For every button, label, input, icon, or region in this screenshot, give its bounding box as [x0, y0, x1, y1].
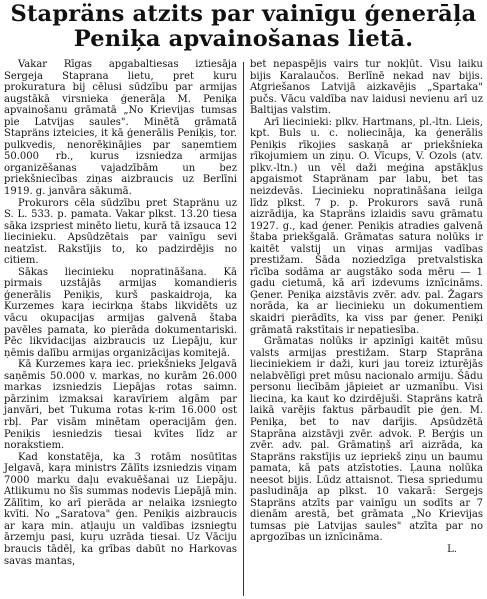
- article-headline: [0, 2, 487, 52]
- right-column: [250, 59, 483, 556]
- paragraph: Kad konstatēja, ka 3 rotām nosūtītas Jelgavā, kaŗa ministrs Zālīts izsniedzis viņam 7000 marku daļu evakuēšanai uz Liepāju. Atlikumu no šīs summas nodevis Liepājā min. Zālītim, ko arī pierāda ar nelaika izsniegto kvīti. No „Saratova" ģen. Peniķis aizbraucis ar kaŗa min. atļauju un valdības izsniegtu ārzemju pasi, kuŗu uzrāda tiesai. Uz Vāciju braucis tādēļ, ka grības dabūt no Harkovas savas mantas,: [4, 451, 237, 567]
- headline-line-2: Peniķa apvainošanas lietā.: [73, 26, 414, 52]
- column-divider: [243, 62, 244, 596]
- paragraph: Arī liecinieki: plkv. Hartmans, pl.-ltn. Lieis, kpt. Buls u. c. noliecināja, ka ģenerālis Peniķis rīkojies saskaņā ar priekšnieka rīkojumiem un ziņu. O. Vīcups, V. Ozols (atv. plkv.-ltn.) un vēl daži meģina apstākļus apgaismot Stapränam par labu, bet tas neizdevās. Liecinieku nopratināšana ieilga līdz plkst. 7 p. p. Prokurors savā runā aizrādija, ka Stapräns izlaidis savu grāmatu 1927. g., kad ģener. Peniķis atradies galvenā štaba priekšgalā. Grāmatas satura nolūks ir kaitēt valstij un viņas armijas vadības prestižam. Šāda noziedzīga pretvalstiska rīcība sodāma ar augstāko soda mēru — 1 gadu cietumā, kā arī izdevums iznīcināms. Ģener. Peniķa aizstāvis zvēr. adv. pal. Žagars norāda, ka ar liecinieku un dokumentiem skaidri pierādīts, ka viss par ģener. Peniķi grāmatā rakstītais ir nepatiesība.: [250, 116, 483, 336]
- paragraph: Sākas liecinieku nopratināšana. Kā pirmais uzstājās armijas komandieris ģenerālis Peniķis, kurš paskaidroja, ka Kurzemes kaŗa iecirkņa štabs likvidēts uz vācu okupacijas armijas galvenā štaba pavēles pamata, ko pierāda dokumentariski. Pēc likvidacijas aizbraucis uz Liepāju, kur ņēmis dalību armijas organizācijas komitejā.: [4, 266, 237, 359]
- paragraph: bet nepaspējis vairs tur nokļūt. Visu laiku bijis Karalaučos. Berlīnē nekad nav bijis. Atgriešanos Latvijā aizkavējis „Spartaka" pučs. Vācu valdība nav laidusi nevienu arī uz Baltijas valstim.: [250, 59, 483, 117]
- left-column: [4, 59, 237, 567]
- headline-line-1: Stapräns atzits par vainīgu ģenerāļa: [10, 1, 477, 27]
- paragraph: Grāmatas nolūks ir apzinīgi kaitēt mūsu valsts armijas prestižam. Starp Staprāna lieciniekiem ir daži, kuri jau toreiz izturējās nelabvēlīgi pret mūsu nacionalo armiju. Šādu personu liecībām jāpieiet ar uzmanību. Visi liecina, ka kaut ko dzirdējuši. Stapräns katrā laikā varējis faktus pārbaudīt pie ģen. M. Peniķa, bet to nav darījis. Apsūdzētā Staprāna aizstāvji zvēr. advok. P. Berģis un zvēr. adv. pal. Grāmatiņš arī aizrāda, ka Stapräns rakstījis uz iepriekš ziņu un baumu pamata, kā pats atzīstoties. Ļauna nolūka neesot bijis. Lūdz attaisnot. Tiesa spriedumu pasludināja ap plkst. 10 vakarā: Sergejs Stapräns atzīts par vainīgu un sodīts ar 7 dienām arestā, bet grāmata „No Krievijas tumsas pie Latvijas saules" atzīta par no aprgozības un iznīcināma.: [250, 336, 483, 544]
- paragraph: Vakar Rīgas apgabaltiesas iztiesāja Sergeja Staprana lietu, pret kuru prokuratura bij cēlusi sūdzību par armijas augstākā virsnieka ģenerāļa M. Peniķa apvainošanu grāmatā „No Krievijas tumsas pie Latvijas saules". Minētā grāmatā Stapräns izteicies, it kā ģenerālis Peniķis, tor. pulkvedis, nenorēķinājies par saņemtiem 50.000 rb., kurus izsniedza armijas organizēšanas vajadzībām un bez priekšniecības ziņas aizbraucis uz Berlīni 1919. g. janvāra sākumā.: [4, 59, 237, 198]
- paragraph: Kā Kurzemes kaŗa iec. priekšnieks Jelgavā saņēmis 50.000 v. markas, no kurām 26.000 markas izsniedzis Liepājas rotas saimn. pārzinim izmaksai karavīriem algām par janvāri, bet Tukuma rotas k-rim 16.000 ost rbļ. Par visām minētam operacijām ģen. Peniķis iesniedzis tiesai kvītes līdz ar norakstiem.: [4, 359, 237, 452]
- author-signature: L.: [447, 543, 457, 555]
- paragraph: Prokurors cēla sūdzību pret Stapränu uz S. L. 533. p. pamata. Vakar plkst. 13.20 tiesa sāka izspriest minēto lietu, kurā tā izsauca 12 liecinieku. Apsūdzētais par vainīgu sevi neatzīst. Rakstījis to, ko padzirdējis no citiem.: [4, 197, 237, 267]
